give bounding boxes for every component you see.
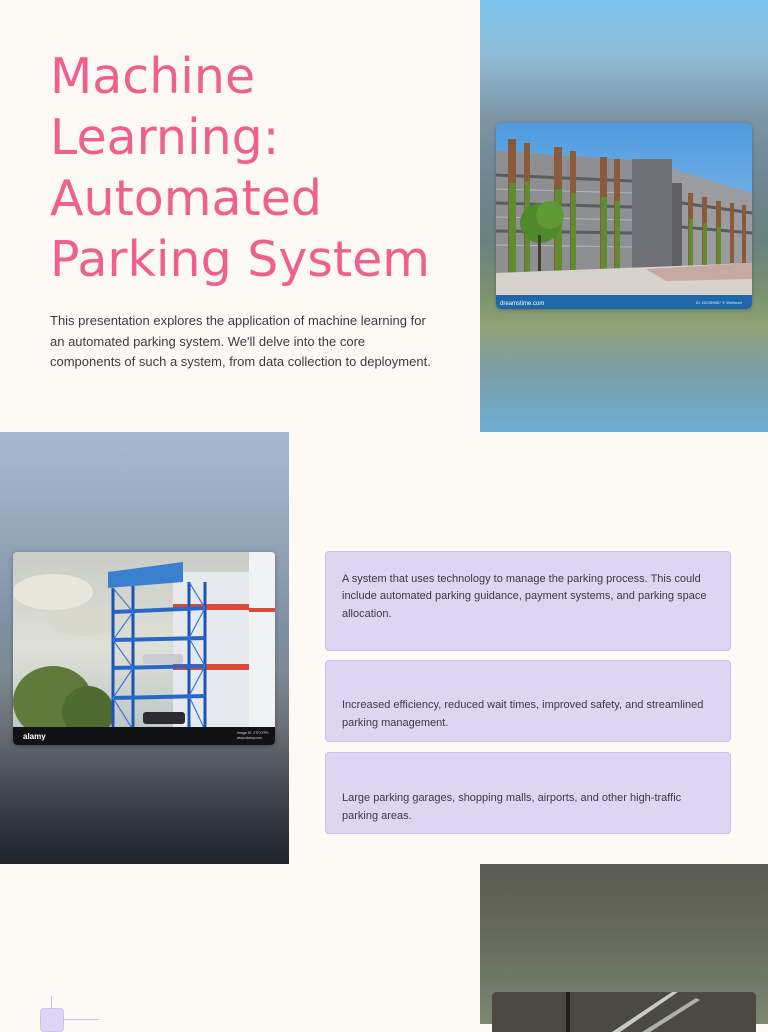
- tower-credit-url: www.alamy.com: [237, 736, 263, 740]
- card-text: Large parking garages, shopping malls, airports, and other high-traffic parking areas.: [342, 792, 682, 822]
- bottom-photo: [492, 992, 756, 1032]
- intro-paragraph: This presentation explores the application of machine learning for an automated parking system. We'll delve into the core components of such a system, from data collection to deployment.: [50, 313, 431, 369]
- garage-credit: ID 152259667 © Wellmart: [696, 300, 743, 305]
- card-text: Increased efficiency, reduced wait times, improved safety, and streamlined parking management.: [342, 699, 704, 729]
- info-card-definition: [325, 551, 731, 651]
- info-card-applications: [325, 752, 731, 834]
- parking-tower-image: [13, 552, 275, 745]
- page-title: Machine Learning: Automated Parking System: [50, 48, 430, 288]
- garage-watermark: dreamstime.com: [500, 301, 545, 307]
- parking-garage-image: [496, 123, 752, 309]
- info-card-benefits: [325, 660, 731, 742]
- timeline-connector-horizontal: [64, 1019, 99, 1020]
- card-text: A system that uses technology to manage the parking process. This could include automated parking guidance, payment systems, and parking space allocation.: [342, 572, 707, 620]
- timeline-node: [40, 1008, 64, 1032]
- tower-credit: Image ID: 2TFXYPK: [237, 731, 269, 735]
- tower-watermark: alamy: [23, 732, 46, 741]
